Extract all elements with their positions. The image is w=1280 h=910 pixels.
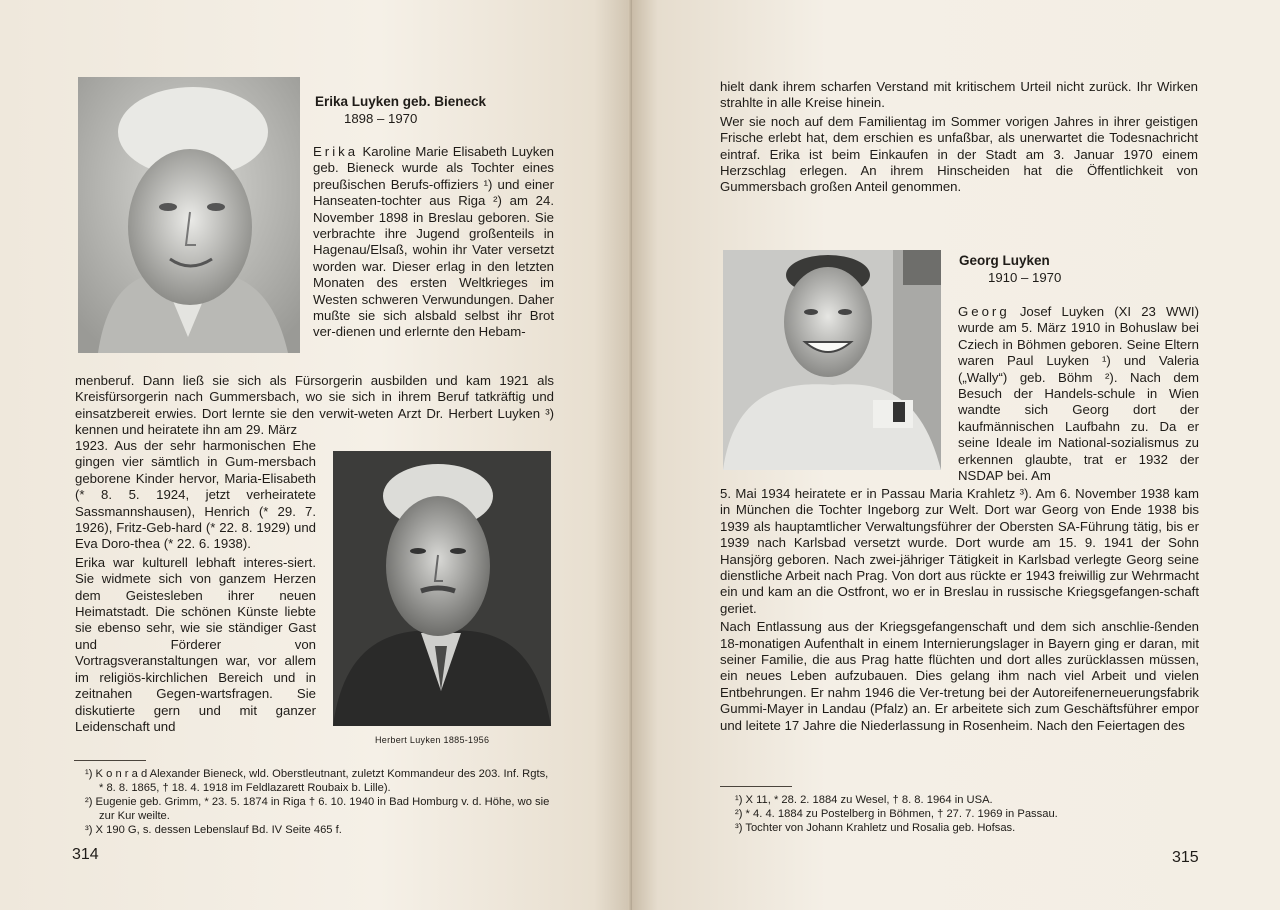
footnote-3: ³) X 190 G, s. dessen Lebenslauf Bd. IV Seite 465 f. bbox=[85, 824, 342, 836]
left-footnotes bbox=[85, 767, 555, 837]
herbert-photo-caption: Herbert Luyken 1885-1956 bbox=[375, 735, 490, 745]
page-number-right: 315 bbox=[1172, 849, 1199, 866]
erika-bio-paragraph-children: 1923. Aus der sehr harmonischen Ehe gingen vier sämtlich in Gum-mersbach geborene Kinder hervor, Maria-Elisabeth (* 8. 5. 1924, jetzt verheiratete Sassmannshausen), Henrich (* 29. 7. 1926), Fritz-Geb-hard (* 22. 8. 1929) und Eva Doro-thea (* 22. 6. 1938). bbox=[75, 438, 316, 552]
right-footnotes bbox=[735, 793, 1200, 835]
georg-bio-beside-photo: Georg Josef Luyken (XI 23 WWI) wurde am 5. März 1910 in Bohuslaw bei Cziech in Böhmen geboren. Seine Eltern waren Paul Luyken ¹) und Valeria („Wally“) geb. Böhm ²). Nach dem Besuch der Handels-schule in Wien wandte sich Georg dort der kaufmännischen Laufbahn zu. Da er seine Ideale im National-sozialismus zu erkennen glaubte, trat er 1932 der NSDAP bei. Am bbox=[958, 304, 1199, 484]
portrait-erika-luyken bbox=[78, 77, 300, 353]
footnote-1: ¹) X 11, * 28. 2. 1884 zu Wesel, † 8. 8. 1964 in USA. bbox=[735, 794, 993, 806]
left-page bbox=[0, 0, 632, 910]
footnote-2: ²) Eugenie geb. Grimm, * 23. 5. 1874 in Riga † 6. 10. 1940 in Bad Homburg v. d. Höhe, wo sie zur Kur weilte. bbox=[85, 796, 550, 822]
footnote-divider-right bbox=[720, 786, 792, 787]
footnote-2: ²) * 4. 4. 1884 zu Postelberg in Böhmen, † 27. 7. 1969 in Passau. bbox=[735, 808, 1058, 820]
georg-bio-paragraph-postwar: Nach Entlassung aus der Kriegsgefangenschaft und dem sich anschlie-ßenden 18-monatigen Aufenthalt in einem Internierungslager in Bayern ging er daran, mit seiner Familie, die aus Prag hatte flüchten und dort alles zurücklassen müssen, ein neues Leben aufzubauen. Dies gelang ihm nach viel Arbeit und vielen Entbehrungen. Er nahm 1946 die Ver-tretung bei der Autoreifenerneuerungsfabrik Gummi-Mayer in Landau (Pfalz) an. Er arbeitete sich zum Geschäftsführer empor und leitete 17 Jahre die Niederlassung in Rosenheim. Nach den Feiertagen des bbox=[720, 619, 1199, 733]
erika-bio-paragraph-culture: Erika war kulturell lebhaft interes-siert. Sie widmete sich von ganzem Herzen dem Geistesleben ihrer neuen Heimatstadt. Die schönen Künste liebte sie ebenso sehr, wie sie ständiger Gast und Förderer von Vortragsveranstaltungen war, vor allem im religiös-kirchlichen Bereich und in zeitnahen Gegen-wartsfragen. Sie diskutierte gern und mit ganzer Leidenschaft und bbox=[75, 554, 316, 734]
right-page bbox=[632, 0, 1280, 910]
erika-bio-beside-photo: Erika Karoline Marie Elisabeth Luyken geb. Bieneck wurde als Tochter eines preußischen Berufs-offiziers ¹) und einer Hanseaten-tochter aus Riga ²) am 24. November 1898 in Breslau geboren. Sie verbrachte ihre Jugend großenteils in Hagenau/Elsaß, wohin ihr Vater versetzt worden war. Dieser erlag in den letzten Monaten des ersten Weltkrieges im Westen schweren Verwundungen. Daher mußte sie sich alsbald selbst ihr Brot ver-dienen und erlernte den Hebam- bbox=[313, 144, 554, 340]
erika-years: 1898 – 1970 bbox=[344, 111, 418, 126]
erika-bio-column bbox=[75, 438, 316, 737]
footnote-3: ³) Tochter von Johann Krahletz und Rosalia geb. Hofsas. bbox=[735, 822, 1016, 834]
georg-bio-full-width bbox=[720, 486, 1199, 736]
erika-bio-full-width: menberuf. Dann ließ sie sich als Fürsorgerin ausbilden und kam 1921 als Kreisfürsorgerin nach Gummersbach, wo sie sich in ihrem Beruf tatkräftig und einsatzbereit erwies. Dort lernte sie den verwit-weten Arzt Dr. Herbert Luyken ³) kennen und heiratete ihn am 29. März bbox=[75, 373, 554, 438]
footnote-1: ¹) K o n r a d Alexander Bieneck, wld. Oberstleutnant, zuletzt Kommandeur des 203. Inf. Rgts, * 8. 8. 1865, † 18. 4. 1918 im Feldlazarett Roubaix b. Lille). bbox=[85, 768, 549, 794]
continuation-paragraph-1: hielt dank ihrem scharfen Verstand mit kritischem Urteil nicht zurück. Ihr Wirken strahlte in alle Kreise hinein. bbox=[720, 79, 1198, 111]
erika-bio-continuation bbox=[720, 79, 1198, 198]
erika-name-heading: Erika Luyken geb. Bieneck bbox=[315, 94, 487, 109]
erika-first-name: Erika bbox=[313, 144, 359, 159]
page-number-left: 314 bbox=[72, 846, 99, 863]
continuation-paragraph-2: Wer sie noch auf dem Familientag im Sommer vorigen Jahres in ihrer geistigen Frische erlebt hat, dem erschien es unfaßbar, als unerwartet die Todesnachricht eintraf. Erika ist beim Einkaufen in der Stadt am 3. Januar 1970 einem Herzschlag erlegen. An ihrem Hinscheiden hat die Öffentlichkeit von Gummersbach großen Anteil genommen. bbox=[720, 113, 1198, 195]
portrait-georg-luyken bbox=[723, 250, 941, 470]
georg-first-name: Georg bbox=[958, 304, 1010, 319]
portrait-herbert-luyken bbox=[333, 451, 551, 726]
footnote-divider bbox=[74, 760, 146, 761]
georg-name-heading: Georg Luyken bbox=[959, 253, 1050, 268]
georg-bio-paragraph-career: 5. Mai 1934 heiratete er in Passau Maria Krahletz ³). Am 6. November 1938 kam in München die Tochter Ingeborg zur Welt. Dort war Georg von Ende 1938 bis 1939 als hauptamtlicher Verwaltungsführer der Obersten SA-Führung tätig, bis er 1939 nach Karlsbad versetzt wurde. Dort wurde am 15. 9. 1941 der Sohn Hansjörg geboren. Nach zwei-jähriger Tätigkeit in Karlsbad verlegte Georg seine dienstliche Arbeit nach Prag. Von dort aus rückte er 1943 freiwillig zur Wehrmacht ein und kam an die Ostfront, wo er in Breslau in russische Kriegsgefangen-schaft geriet. bbox=[720, 486, 1199, 616]
georg-years: 1910 – 1970 bbox=[988, 270, 1062, 285]
